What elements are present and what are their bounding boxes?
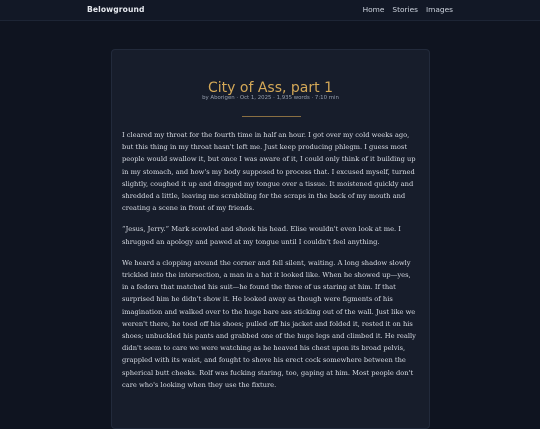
story-paragraph: We heard a clopping around the corner and fell silent, waiting. A long shadow slowly trickled into the intersection, a man in a hat it looked like. When he showed up—yes, in a fedora that matched his suit—he found the three of us staring at him. If that surprised him he didn't show it. He looked away as though were figments of his imagination and walked over to the huge bare ass sticking out of the wall. Just like we weren't there, he toed off his shoes; pulled off his jacket and folded it, rested it on his shoes; unbuckled his pants and grabbed one of the huge legs and climbed it. He really didn't seem to care we were watching as he heaved his chest upon its broad pelvis, grappled with its waist, and fought to shove his erect cock somewhere between the spherical butt cheeks. Rolf was fucking staring, too, gaping at him. Most people don't care who's looking when they use the fixture. [122, 258, 416, 389]
story-paragraph: “Jesus, Jerry.” Mark scowled and shook his head. Elise wouldn't even look at me. I shrugged an apology and pawed at my tongue until I couldn't feel anything. [122, 225, 401, 246]
nav-stories-link[interactable]: Stories [392, 5, 418, 14]
main-nav [363, 5, 453, 14]
story-article [111, 49, 430, 429]
story-paragraph: I cleared my throat for the fourth time in half an hour. I got over my cold weeks ago, but this thing in my throat hasn't left me. Just keep producing phlegm. I guess most people would swallow it, but once I was aware of it, I could only think of it building up in my stomach, and how's my body supposed to process that. I excused myself, turned slightly, coughed it up and dragged my tongue over a tissue. It moistened quickly and shredded a little, leaving me scrabbling for the scraps in the back of my mouth and creating a scene in front of my friends. [122, 131, 416, 213]
top-navigation-bar [0, 0, 540, 21]
story-meta: by Aborigen · Oct 1, 2025 · 1,935 words · 7:10 min [202, 95, 339, 101]
title-divider [242, 116, 301, 117]
nav-images-link[interactable]: Images [426, 5, 453, 14]
site-brand[interactable]: Belowground [87, 5, 145, 14]
story-title: City of Ass, part 1 [208, 80, 333, 97]
story-body [122, 129, 419, 400]
nav-home-link[interactable]: Home [362, 5, 385, 14]
